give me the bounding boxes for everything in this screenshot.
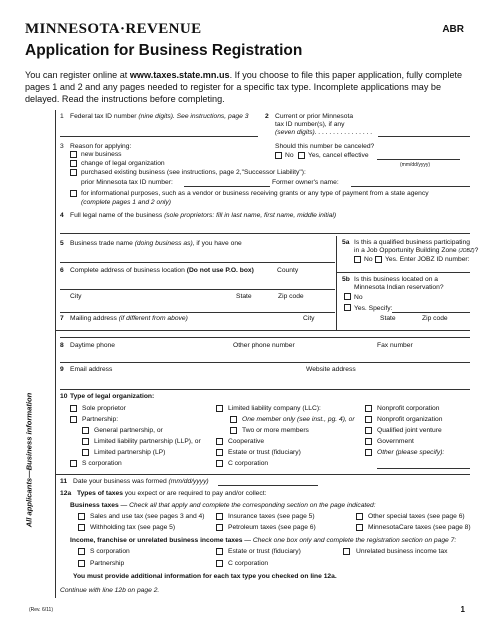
- line5-divider: [336, 236, 337, 330]
- line6-address-input[interactable]: [60, 289, 335, 290]
- line7-input[interactable]: [60, 337, 470, 338]
- business-taxes-hint: — Check all that apply and complete the corresponding section on the page indicated:: [118, 502, 376, 509]
- page-title: Application for Business Registration: [25, 42, 303, 59]
- line3-new-business-label: new business: [81, 151, 122, 158]
- line8-number: 8: [60, 342, 64, 349]
- line5a-no-label: No: [364, 256, 373, 263]
- line10-other-checkbox[interactable]: [365, 449, 372, 456]
- line10-nonprofit-org-label: Nonprofit organization: [377, 416, 443, 423]
- line11-hint: (mm/dd/yyyy): [168, 478, 209, 485]
- line5a-label-2: [354, 247, 478, 256]
- line5b-no-checkbox[interactable]: [344, 293, 351, 300]
- line7-label: [70, 315, 188, 324]
- line10-nonprofit-corp-checkbox[interactable]: [365, 405, 372, 412]
- line3-purchased-checkbox[interactable]: [70, 169, 77, 176]
- line7-number: 7: [60, 315, 64, 322]
- line3-cancel-question: Should this number be canceled?: [275, 143, 375, 150]
- line10-label: Type of legal organization:: [70, 393, 155, 400]
- line12a-label-tail: you expect or are required to pay and/or collect:: [122, 490, 267, 497]
- line3-former-owner-label: Former owner's name:: [272, 179, 339, 186]
- line11-input[interactable]: [218, 485, 318, 486]
- line5a-number: 5a: [342, 239, 350, 246]
- line3-info-checkbox[interactable]: [70, 190, 77, 197]
- line10-lp-label: Limited partnership (LP): [94, 449, 166, 456]
- line1-label: [70, 113, 248, 122]
- line10-joint-venture-label: Qualified joint venture: [377, 427, 442, 434]
- line3-info-note: (complete pages 1 and 2 only): [81, 199, 171, 206]
- line10-s-corporation-label: S corporation: [82, 460, 122, 467]
- business-taxes-head: Business taxes: [70, 502, 119, 509]
- line5-number: 5: [60, 240, 64, 247]
- tax-withholding-checkbox[interactable]: [78, 524, 85, 531]
- tax-petroleum-label: Petroleum taxes (see page 6): [228, 524, 316, 531]
- intro-url-link[interactable]: www.taxes.state.mn.us: [129, 70, 230, 80]
- line3-date-format: (mm/dd/yyyy): [400, 162, 430, 168]
- line10-other-input[interactable]: [377, 468, 470, 469]
- line3-change-label: change of legal organization: [81, 160, 165, 167]
- line6-label-text: Complete address of business location: [70, 267, 187, 274]
- tax-minnesotacare-label: MinnesotaCare taxes (see page 8): [368, 524, 471, 531]
- line10-cooperative-label: Cooperative: [228, 438, 265, 445]
- line3-cancel-date-input[interactable]: [377, 159, 460, 160]
- line12a-income-taxes-heading: [70, 537, 456, 546]
- line10-c-corporation-label: C corporation: [228, 460, 269, 467]
- line2-hint: (seven digits). . . . . . . . . . . . . . . .: [275, 129, 373, 136]
- line12a-label: [77, 490, 266, 499]
- line9-number: 9: [60, 366, 64, 373]
- line9-website-label: Website address: [306, 366, 356, 373]
- tax-insurance-checkbox[interactable]: [216, 513, 223, 520]
- line1-number: 1: [60, 113, 64, 120]
- tax-insurance-label: Insurance taxes (see page 5): [228, 513, 315, 520]
- line5b-specify-input[interactable]: [392, 312, 470, 313]
- line10-sole-proprietor-checkbox[interactable]: [70, 405, 77, 412]
- line3-new-business-checkbox[interactable]: [70, 151, 77, 158]
- line10-two-members-checkbox[interactable]: [230, 427, 237, 434]
- line2-label-2: tax ID number(s), if any: [275, 121, 345, 128]
- line7-state-label: State: [380, 315, 396, 322]
- line5a-hint: (JOBZ): [458, 248, 475, 254]
- page-number: 1: [460, 605, 465, 614]
- line10-estate-trust-checkbox[interactable]: [216, 449, 223, 456]
- line5a-yes-label: Yes. Enter JOBZ ID number:: [385, 256, 470, 263]
- line9-label: Email address: [70, 366, 113, 373]
- line5-input[interactable]: [60, 262, 335, 263]
- line10-government-label: Government: [377, 438, 414, 445]
- line10-two-members-label: Two or more members: [242, 427, 309, 434]
- line5b-label-2: Minnesota Indian reservation?: [354, 284, 444, 291]
- line5b-number: 5b: [342, 276, 350, 283]
- tax-other-special-label: Other special taxes (see page 6): [368, 513, 465, 520]
- tax-other-special-checkbox[interactable]: [356, 513, 363, 520]
- line3-prior-id-input[interactable]: [184, 186, 270, 187]
- line3-cancel-no-checkbox[interactable]: [275, 152, 282, 159]
- income-unrelated-business-label: Unrelated business income tax: [356, 548, 448, 555]
- intro-paragraph: [25, 69, 473, 105]
- income-partnership-label: Partnership: [90, 560, 125, 567]
- income-c-corporation-checkbox[interactable]: [216, 560, 223, 567]
- line2-label-1: Current or prior Minnesota: [275, 113, 354, 120]
- income-partnership-checkbox[interactable]: [78, 560, 85, 567]
- intro-text-post: . If you choose to file this paper application, fully complete pages 1 and 2 and any pages needed to register for a specific tax type. Incomplete applications may be delayed. Read the instructions before completing.: [25, 70, 463, 104]
- income-taxes-head: Income, franchise or unrelated business income taxes: [70, 537, 243, 544]
- line5a-question-mark: ?: [474, 247, 479, 254]
- line7-hint: (if different from above): [118, 315, 188, 322]
- income-c-corporation-label: C corporation: [228, 560, 269, 567]
- line6-city-input[interactable]: [60, 312, 335, 313]
- tax-minnesotacare-checkbox[interactable]: [356, 524, 363, 531]
- sidebar-label: All applicants—Business information: [24, 392, 34, 528]
- income-s-corporation-label: S corporation: [90, 548, 130, 555]
- tax-petroleum-checkbox[interactable]: [216, 524, 223, 531]
- line7-label-text: Mailing address: [70, 315, 119, 322]
- line5a-no-checkbox[interactable]: [354, 256, 361, 263]
- line10-lp-checkbox[interactable]: [82, 449, 89, 456]
- line3-change-checkbox[interactable]: [70, 160, 77, 167]
- line10-llc-checkbox[interactable]: [216, 405, 223, 412]
- line10-other-label: Other (please specify):: [377, 449, 445, 456]
- line4-number: 4: [60, 212, 64, 219]
- revision-date: (Rev. 6/11): [29, 607, 53, 613]
- line5b-yes-label: Yes. Specify:: [354, 305, 393, 312]
- line6-state-label: State: [236, 293, 252, 300]
- line3-cancel-no-label: No: [285, 152, 294, 159]
- line10-nonprofit-org-checkbox[interactable]: [365, 416, 372, 423]
- line1-hint: (nine digits). See instructions, page 3: [138, 113, 249, 120]
- income-s-corporation-checkbox[interactable]: [78, 548, 85, 555]
- line5a-yes-checkbox[interactable]: [375, 256, 382, 263]
- line10-number: 10: [60, 393, 68, 400]
- line10-nonprofit-corp-label: Nonprofit corporation: [377, 405, 440, 412]
- line12a-label-bold: Types of taxes: [77, 490, 123, 497]
- line8-other-phone-label: Other phone number: [233, 342, 295, 349]
- line6-number: 6: [60, 267, 64, 274]
- line1-input[interactable]: [60, 136, 258, 137]
- line4-label-text: Full legal name of the business: [70, 212, 165, 219]
- line5a-label-2-text: in a Job Opportunity Building Zone: [354, 247, 459, 254]
- line9-input[interactable]: [60, 389, 470, 390]
- line6-city-label: City: [70, 293, 82, 300]
- line1-label-text: Federal tax ID number: [70, 113, 139, 120]
- line11-label: [73, 478, 209, 487]
- line5-tail: , if you have one: [192, 240, 242, 247]
- line5b-no-label: No: [354, 294, 363, 301]
- line5b-label-1: Is this business located on a: [354, 276, 439, 283]
- line5b-yes-checkbox[interactable]: [344, 304, 351, 311]
- line12a-must-provide-note: You must provide additional information for each tax type you checked on line 12a.: [73, 573, 337, 580]
- line11-number: 11: [60, 478, 68, 485]
- income-estate-trust-checkbox[interactable]: [216, 548, 223, 555]
- line3-cancel-yes-label: Yes, cancel effective: [308, 152, 369, 159]
- line10-estate-trust-label: Estate or trust (fiduciary): [228, 449, 301, 456]
- income-estate-trust-label: Estate or trust (fiduciary): [228, 548, 301, 555]
- line6-label: [70, 267, 254, 276]
- continue-note: Continue with line 12b on page 2.: [60, 587, 160, 594]
- line10-government-checkbox[interactable]: [365, 438, 372, 445]
- tax-withholding-label: Withholding tax (see page 5): [90, 524, 176, 531]
- line6-county-label: County: [277, 267, 299, 274]
- line10-cooperative-checkbox[interactable]: [216, 438, 223, 445]
- line4-input[interactable]: [60, 233, 470, 234]
- sidebar-divider: [55, 110, 56, 598]
- form-code: ABR: [442, 24, 464, 35]
- line5-label: [70, 240, 242, 249]
- line4-label: [70, 212, 336, 221]
- line10-general-partnership-label: General partnership, or: [94, 427, 163, 434]
- line10-llp-label: Limited liability partnership (LLP), or: [94, 438, 201, 445]
- line2-input[interactable]: [378, 136, 470, 137]
- line10-partnership-checkbox[interactable]: [70, 416, 77, 423]
- line5-hint: (doing business as): [134, 240, 193, 247]
- income-taxes-hint: — Check one box only and complete the registration section on page 7:: [242, 537, 457, 544]
- line3-number: 3: [60, 143, 64, 150]
- line3-label: Reason for applying:: [70, 143, 132, 150]
- line11-label-text: Date your business was formed: [73, 478, 169, 485]
- line5a-label-1: Is this a qualified business participating: [354, 239, 470, 246]
- line10-joint-venture-checkbox[interactable]: [365, 427, 372, 434]
- line4-hint: (sole proprietors: fill in last name, first name, middle initial): [164, 212, 337, 219]
- tax-sales-use-checkbox[interactable]: [78, 513, 85, 520]
- line10-sole-proprietor-label: Sole proprietor: [82, 405, 126, 412]
- income-unrelated-business-checkbox[interactable]: [343, 548, 350, 555]
- line10-bottom-rule: [56, 474, 470, 475]
- line2-number: 2: [265, 113, 269, 120]
- line10-llp-checkbox[interactable]: [82, 438, 89, 445]
- line10-s-corporation-checkbox[interactable]: [70, 460, 77, 467]
- line8-label: Daytime phone: [70, 342, 115, 349]
- line3-former-owner-input[interactable]: [351, 186, 470, 187]
- minnesota-revenue-logo: MINNESOTA·REVENUE: [25, 21, 202, 37]
- line6-bold-note: (Do not use P.O. box): [186, 267, 254, 274]
- line3-prior-id-label: prior Minnesota tax ID number:: [81, 179, 173, 186]
- line8-input[interactable]: [60, 362, 470, 363]
- line10-llc-label: Limited liability company (LLC):: [228, 405, 321, 412]
- line10-one-member-checkbox[interactable]: [230, 416, 237, 423]
- line7-city-label: City: [303, 315, 315, 322]
- line5-label-text: Business trade name: [70, 240, 135, 247]
- line8-fax-label: Fax number: [377, 342, 413, 349]
- intro-text-pre: You can register online at: [25, 70, 130, 80]
- line3-info-label: for informational purposes, such as a vendor or business receiving grants or any type of payment from a state agency: [81, 190, 429, 197]
- line3-purchased-label: purchased existing business (see instructions, page 2,"Successor Liability"):: [81, 169, 306, 176]
- line10-partnership-label: Partnership:: [82, 416, 119, 423]
- line3-cancel-yes-checkbox[interactable]: [298, 152, 305, 159]
- tax-sales-use-label: Sales and use tax (see pages 3 and 4): [90, 513, 205, 520]
- line12a-number: 12a: [60, 490, 72, 497]
- line10-c-corporation-checkbox[interactable]: [216, 460, 223, 467]
- line5a-bottom-rule: [336, 272, 470, 273]
- line10-general-partnership-checkbox[interactable]: [82, 427, 89, 434]
- line7-zip-label: Zip code: [422, 315, 448, 322]
- line6-bottom-rule: [56, 330, 470, 331]
- line10-one-member-label: One member only (see inst., pg. 4), or: [242, 416, 355, 423]
- line12a-business-taxes-heading: [70, 502, 376, 511]
- line6-zip-label: Zip code: [278, 293, 304, 300]
